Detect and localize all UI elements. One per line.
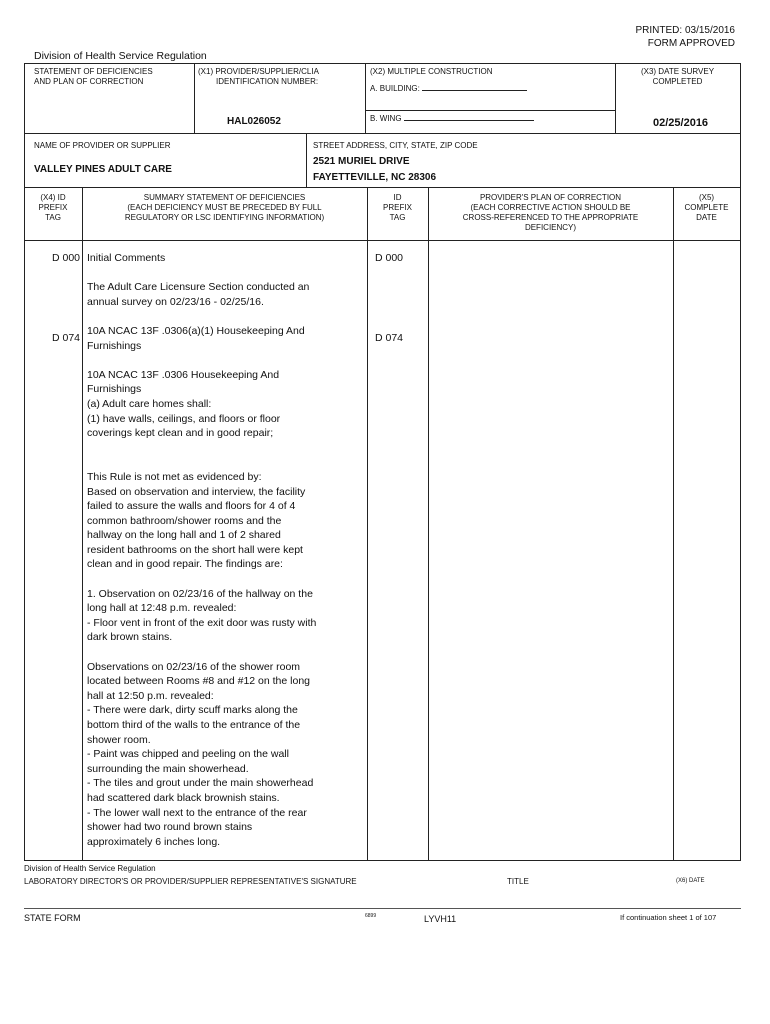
footer-division: Division of Health Service Regulation [24,864,156,873]
statement-label: STATEMENT OF DEFICIENCIES [34,67,153,76]
line: - There were dark, dirty scuff marks along the [87,704,298,717]
tag-d074-right: D 074 [375,332,404,344]
building-label: A. BUILDING: [370,84,423,93]
line: failed to assure the walls and floors for 4 of 4 [87,500,296,513]
id-header-3: TAG [389,213,406,222]
summary-header-2: (EACH DEFICIENCY MUST BE PRECEDED BY FULL [127,203,322,212]
form-approved: FORM APPROVED [647,38,735,49]
signature-label: LABORATORY DIRECTOR'S OR PROVIDER/SUPPLIER REPRESENTATIVE'S SIGNATURE [24,877,357,886]
line: Observations on 02/23/16 of the shower room [87,660,301,673]
x4-header-2: PREFIX [38,203,68,212]
line: - Floor vent in front of the exit door was rusty with [87,616,317,629]
line: had scattered dark black brownish stains. [87,791,280,804]
x1-label-2: IDENTIFICATION NUMBER: [216,77,319,86]
line: (1) have walls, ceilings, and floors or floor [87,412,281,425]
line: coverings kept clean and in good repair; [87,427,274,440]
line: - Paint was chipped and peeling on the wall [87,748,289,761]
line: hallway on the long hall and 1 of 2 shared [87,529,281,542]
id-header-1: ID [393,193,402,202]
line: annual survey on 02/23/16 - 02/25/16. [87,295,264,308]
line: 1. Observation on 02/23/16 of the hallway on the [87,587,313,600]
summary-header-1: SUMMARY STATEMENT OF DEFICIENCIES [143,193,306,202]
x2-label: (X2) MULTIPLE CONSTRUCTION [370,67,493,76]
x5-header-2: COMPLETE [684,203,729,212]
tag-d000-right: D 000 [375,252,404,264]
printed-date: PRINTED: 03/15/2016 [635,25,735,36]
line: Based on observation and interview, the facility [87,485,306,498]
line: approximately 6 inches long. [87,835,221,848]
plan-header-2: (EACH CORRECTIVE ACTION SHOULD BE [470,203,631,212]
provider-name: VALLEY PINES ADULT CARE [34,164,172,175]
line: long hall at 12:48 p.m. revealed: [87,602,237,615]
form-code: LYVH11 [424,914,457,924]
summary-content [87,251,365,864]
x1-label: (X1) PROVIDER/SUPPLIER/CLIA [198,67,319,76]
paragraph-rule-text [87,368,365,441]
city-state-zip: FAYETTEVILLE, NC 28306 [313,172,437,183]
line: dark brown stains. [87,631,173,644]
title-label: TITLE [507,877,529,886]
line: located between Rooms #8 and #12 on the long [87,675,310,688]
x5-header-3: DATE [696,213,717,222]
date-label: (X6) DATE [676,878,705,884]
survey-date: 02/25/2016 [653,117,709,129]
address-label: STREET ADDRESS, CITY, STATE, ZIP CODE [313,141,478,150]
paragraph-observation-2 [87,660,365,850]
wing-blank [404,120,534,121]
line: Furnishings [87,339,142,352]
line: (a) Adult care homes shall: [87,397,212,410]
paragraph-survey [87,280,365,309]
x4-header-3: TAG [45,213,61,222]
continuation-sheet: If continuation sheet 1 of 107 [620,913,717,922]
tag-d074-left: D 074 [52,332,81,344]
line: shower had two round brown stains [87,821,253,834]
line: - The tiles and grout under the main showerhead [87,777,314,790]
state-form-label: STATE FORM [24,913,81,923]
provider-id: HAL026052 [227,116,281,127]
statement-label-2: AND PLAN OF CORRECTION [34,77,144,86]
line: common bathroom/shower rooms and the [87,514,282,527]
line: shower room. [87,733,151,746]
plan-header-3: CROSS-REFERENCED TO THE APPROPRIATE [462,213,639,222]
wing-label: B. WING [370,114,404,123]
summary-header-3: REGULATORY OR LSC IDENTIFYING INFORMATION) [124,213,325,222]
plan-header-4: DEFICIENCY) [524,223,577,232]
line: surrounding the main showerhead. [87,762,249,775]
plan-header-1: PROVIDER'S PLAN OF CORRECTION [479,193,622,202]
paragraph-initial-comments [87,251,365,266]
form-number: 6899 [365,913,377,919]
paragraph-observation-1 [87,587,365,645]
street-address: 2521 MURIEL DRIVE [313,156,410,167]
line: Furnishings [87,383,142,396]
line: clean and in good repair. The findings are: [87,558,283,571]
x3-label: (X3) DATE SURVEY [640,67,715,76]
x4-header-1: (X4) ID [40,193,66,202]
line: Initial Comments [87,252,166,264]
line: hall at 12:50 p.m. revealed: [87,689,214,702]
line: 10A NCAC 13F .0306 Housekeeping And [87,368,280,381]
line: - The lower wall next to the entrance of the rear [87,806,307,819]
building-blank [422,90,527,91]
line: 10A NCAC 13F .0306(a)(1) Housekeeping And [87,324,305,337]
line: The Adult Care Licensure Section conducted an [87,281,310,294]
x3-label-2: COMPLETED [652,77,703,86]
line: This Rule is not met as evidenced by: [87,470,262,483]
line: bottom third of the walls to the entrance of the [87,719,301,731]
provider-name-label: NAME OF PROVIDER OR SUPPLIER [34,141,171,150]
paragraph-rule-title [87,324,365,353]
id-header-2: PREFIX [383,203,412,212]
x5-header-1: (X5) [698,193,715,202]
line: resident bathrooms on the short hall were kept [87,543,303,556]
paragraph-findings-intro [87,470,365,572]
tag-d000-left: D 000 [52,252,81,264]
division-title: Division of Health Service Regulation [34,50,207,62]
